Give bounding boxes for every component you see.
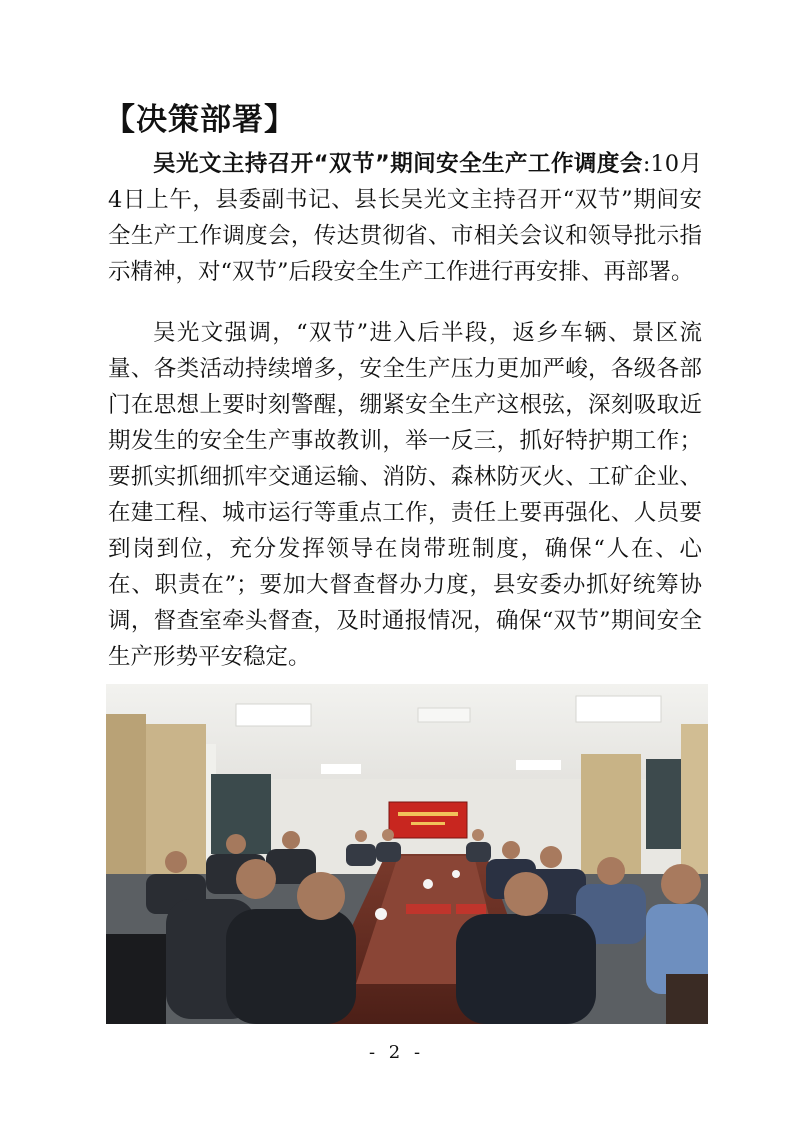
meeting-photo xyxy=(106,684,708,1024)
article-paragraph-1 xyxy=(108,146,702,290)
meeting-photo-illustration xyxy=(106,684,708,1024)
page-number: - 2 - xyxy=(368,1042,425,1063)
article-lead: :10月4日上午，县委副书记、县长吴光文主持召开“双节”期间安全生产工作调度会，传达贯彻省、市相关会议和领导批示指示精神，对“双节”后段安全生产工作进行再安排、再部署。 xyxy=(108,151,703,285)
article-paragraph-2-text: 吴光文强调，“双节”进入后半段，返乡车辆、景区流量、各类活动持续增多，安全生产压力更加严峻，各级各部门在思想上要时刻警醒，绷紧安全生产这根弦，深刻吸取近期发生的安全生产事故教训，举一反三，抓好特护期工作；要抓实抓细抓牢交通运输、消防、森林防灭火、工矿企业、在建工程、城市运行等重点工作，责任上要再强化、人员要到岗到位，充分发挥领导在岗带班制度，确保“人在、心在、职责在”；要加大督查督办力度，县安委办抓好统筹协调，督查室牵头督查，及时通报情况，确保“双节”期间安全生产形势平安稳定。 xyxy=(108,320,702,670)
article-title: 吴光文主持召开“双节”期间安全生产工作调度会 xyxy=(153,151,643,177)
article-paragraph-2 xyxy=(108,315,702,675)
section-header: 【决策部署】 xyxy=(104,102,296,138)
